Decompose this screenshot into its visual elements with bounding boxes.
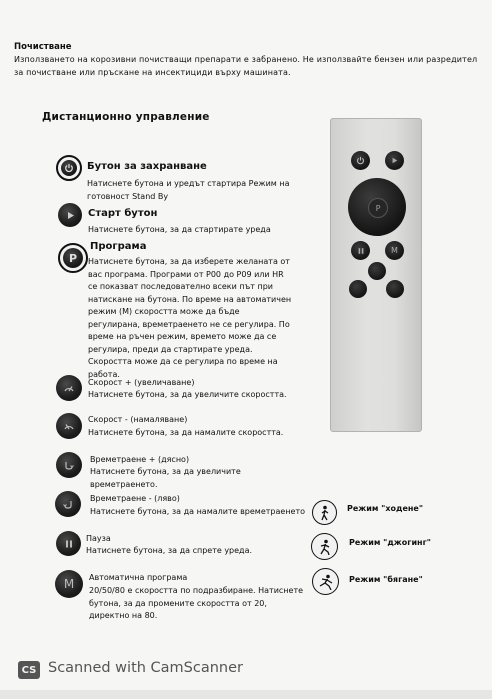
- speed-up-icon: [56, 375, 82, 401]
- remote-running-button: [386, 280, 404, 298]
- program-icon-letter: P: [68, 251, 78, 265]
- remote-pause-button: [351, 241, 370, 260]
- speed-down-icon: [56, 413, 82, 439]
- speed-down-title: Скорост - (намаляване): [88, 415, 188, 424]
- auto-program-title: Автоматична програма: [89, 573, 188, 582]
- remote-program-button: P: [368, 198, 388, 218]
- remote-power-button: [351, 151, 370, 170]
- walking-icon: [312, 500, 337, 525]
- pause-icon: [56, 531, 81, 556]
- pause-text: Натиснете бутона, за да спрете уреда.: [86, 546, 253, 555]
- remote-jogging-button: [349, 280, 367, 298]
- jogging-icon: [311, 533, 338, 560]
- remote-auto-button: M: [385, 241, 404, 260]
- remote-start-button: [385, 151, 404, 170]
- time-up-icon: [56, 452, 82, 478]
- play-icon: [58, 203, 82, 227]
- auto-program-text: 20/50/80 е скоростта по подразбиране. Натиснете бутона, за да промените скоростта от 20, директно на 80.: [89, 586, 304, 620]
- bottom-strip: [0, 690, 492, 699]
- program-icon: [58, 243, 88, 273]
- camscanner-watermark: Scanned with CamScanner: [48, 660, 244, 676]
- program-button-text: Натиснете бутона, за да изберете желаната от вас програма. Програми от P00 до P09 или HR се показват последователно всеки път при натискане на бутона. По време на автоматичен режим (M) скоростта може да бъде регулирана, времетраенето не се регулира. По време на ръчен режим, времето може да се регулира, преди да стартирате уреда. Скоростта може да се регулира по време на работа.: [88, 257, 292, 379]
- speed-down-text: Натиснете бутона, за да намалите скоростта.: [88, 428, 284, 437]
- power-icon: [56, 155, 82, 181]
- time-down-icon: [55, 491, 81, 517]
- start-button-text: Натиснете бутона, за да стартирате уреда: [88, 225, 271, 234]
- auto-program-icon: [55, 570, 83, 598]
- time-up-title: Времетраене + (дясно): [90, 455, 190, 464]
- remote-walking-button: [368, 262, 386, 280]
- remote-direction-pad: [348, 178, 406, 236]
- running-mode-label: Режим "бягане": [349, 575, 423, 584]
- power-button-text: Натиснете бутона и уредът стартира Режим на готовност Stand By: [87, 179, 290, 201]
- cleaning-title: Почистване: [14, 42, 72, 52]
- speed-up-text: Натиснете бутона, за да увеличите скоростта.: [88, 390, 287, 399]
- section-title: Дистанционно управление: [42, 111, 210, 123]
- remote-control-image: [330, 118, 422, 432]
- time-down-text: Натиснете бутона, за да намалите времетраенето: [90, 507, 306, 516]
- auto-program-icon-letter: M: [63, 577, 75, 591]
- jogging-mode-label: Режим "джогинг": [349, 538, 431, 547]
- program-button-title: Програма: [90, 241, 147, 252]
- camscanner-logo: CS: [18, 661, 40, 679]
- time-up-text: Натиснете бутона, за да увеличите времетраенето.: [90, 467, 241, 489]
- cleaning-text: Използването на корозивни почистващи препарати е забранено. Не използвайте бензен или разредител за почистване или пръскане на инсектициди върху машината.: [14, 55, 478, 77]
- speed-up-title: Скорост + (увеличаване): [88, 378, 195, 387]
- running-icon: [312, 568, 339, 595]
- power-button-title: Бутон за захранване: [87, 161, 207, 172]
- pause-title: Пауза: [86, 534, 111, 543]
- walking-mode-label: Режим "ходене": [347, 504, 424, 513]
- start-button-title: Старт бутон: [88, 208, 158, 219]
- time-down-title: Времетраене - (ляво): [90, 494, 180, 503]
